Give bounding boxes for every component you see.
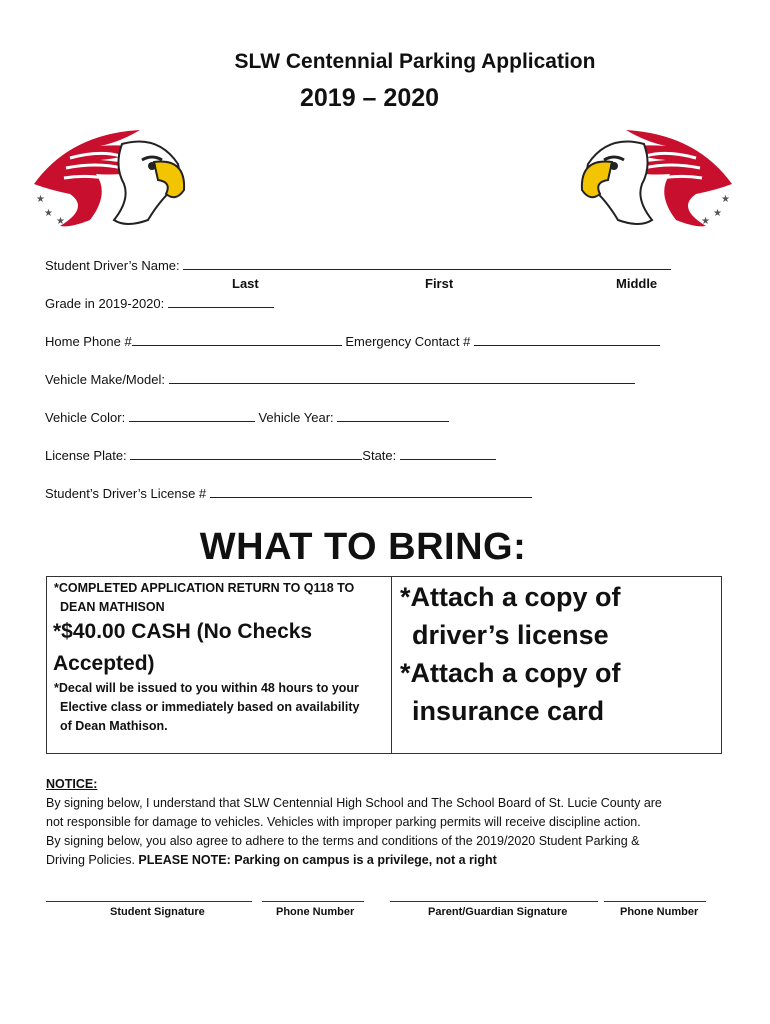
license-plate-label: License Plate: [45, 448, 127, 463]
vehicle-make-field [45, 371, 635, 387]
student-name-input[interactable] [183, 257, 671, 270]
student-name-field [45, 257, 671, 273]
parent-signature-line[interactable] [390, 900, 598, 902]
state-label: State: [362, 448, 397, 463]
notice-line: Driving Policies. PLEASE NOTE: Parking on campus is a privilege, not a right [46, 853, 497, 867]
notice-line: By signing below, I understand that SLW Centennial High School and The School Board of St. Lucie County are [46, 796, 662, 810]
name-first-label: First [425, 276, 454, 291]
notice-line: not responsible for damage to vehicles. Vehicles with improper parking permits will receive discipline action. [46, 815, 641, 829]
grade-input[interactable] [168, 295, 274, 308]
eagle-logo-right-icon [576, 124, 736, 234]
student-name-label: Student Driver’s Name: [45, 258, 180, 273]
attach-license-note: *Attach a copy of driver’s license [400, 582, 621, 650]
license-plate-field [45, 447, 496, 463]
bring-box-divider [391, 577, 392, 753]
emergency-contact-label: Emergency Contact # [345, 334, 471, 349]
svg-text:★: ★ [721, 194, 730, 205]
svg-text:★: ★ [713, 208, 722, 219]
student-phone-label: Phone Number [276, 906, 355, 918]
page-title: SLW Centennial Parking Application [234, 50, 596, 73]
grade-field [45, 295, 274, 311]
parent-phone-line[interactable] [604, 900, 706, 902]
drivers-license-field [45, 485, 532, 501]
home-phone-label: Home Phone # [45, 334, 132, 349]
state-input[interactable] [400, 447, 496, 460]
school-year: 2019 – 2020 [300, 84, 440, 112]
what-to-bring-heading: WHAT TO BRING: [199, 526, 527, 568]
drivers-license-input[interactable] [210, 485, 532, 498]
license-plate-input[interactable] [130, 447, 362, 460]
phone-field [45, 333, 660, 349]
grade-label: Grade in 2019-2020: [45, 296, 165, 311]
cash-requirement: *$40.00 CASH (No Checks Accepted) [53, 620, 313, 675]
notice-heading: NOTICE: [46, 777, 98, 791]
student-signature-label: Student Signature [110, 906, 205, 918]
name-middle-label: Middle [616, 276, 658, 291]
student-phone-line[interactable] [262, 900, 364, 902]
attach-insurance-note: *Attach a copy of insurance card [400, 658, 621, 726]
svg-text:★: ★ [36, 194, 45, 205]
name-last-label: Last [232, 276, 259, 291]
home-phone-input[interactable] [132, 333, 342, 346]
student-signature-line[interactable] [46, 900, 252, 902]
vehicle-make-input[interactable] [169, 371, 635, 384]
svg-text:★: ★ [701, 216, 710, 227]
vehicle-year-label: Vehicle Year: [258, 410, 334, 425]
parent-phone-label: Phone Number [620, 906, 699, 918]
notice-section [46, 775, 726, 870]
svg-text:★: ★ [56, 216, 65, 227]
privilege-note: PLEASE NOTE: Parking on campus is a privilege, not a right [138, 853, 497, 867]
vehicle-year-input[interactable] [337, 409, 449, 422]
vehicle-color-input[interactable] [129, 409, 255, 422]
vehicle-make-label: Vehicle Make/Model: [45, 372, 165, 387]
emergency-contact-input[interactable] [474, 333, 660, 346]
vehicle-color-label: Vehicle Color: [45, 410, 126, 425]
drivers-license-label: Student’s Driver’s License # [45, 486, 207, 501]
svg-text:★: ★ [44, 208, 53, 219]
decal-note: *Decal will be issued to you within 48 hours to your Elective class or immediately based on availability of Dean Mathison. [54, 681, 360, 733]
eagle-logo-left-icon [30, 124, 190, 234]
application-return-note: *COMPLETED APPLICATION RETURN TO Q118 TO DEAN MATHISON [54, 581, 355, 614]
notice-line: By signing below, you also agree to adhere to the terms and conditions of the 2019/2020 Student Parking & [46, 834, 640, 848]
vehicle-color-year-field [45, 409, 449, 425]
parent-signature-label: Parent/Guardian Signature [428, 906, 568, 918]
